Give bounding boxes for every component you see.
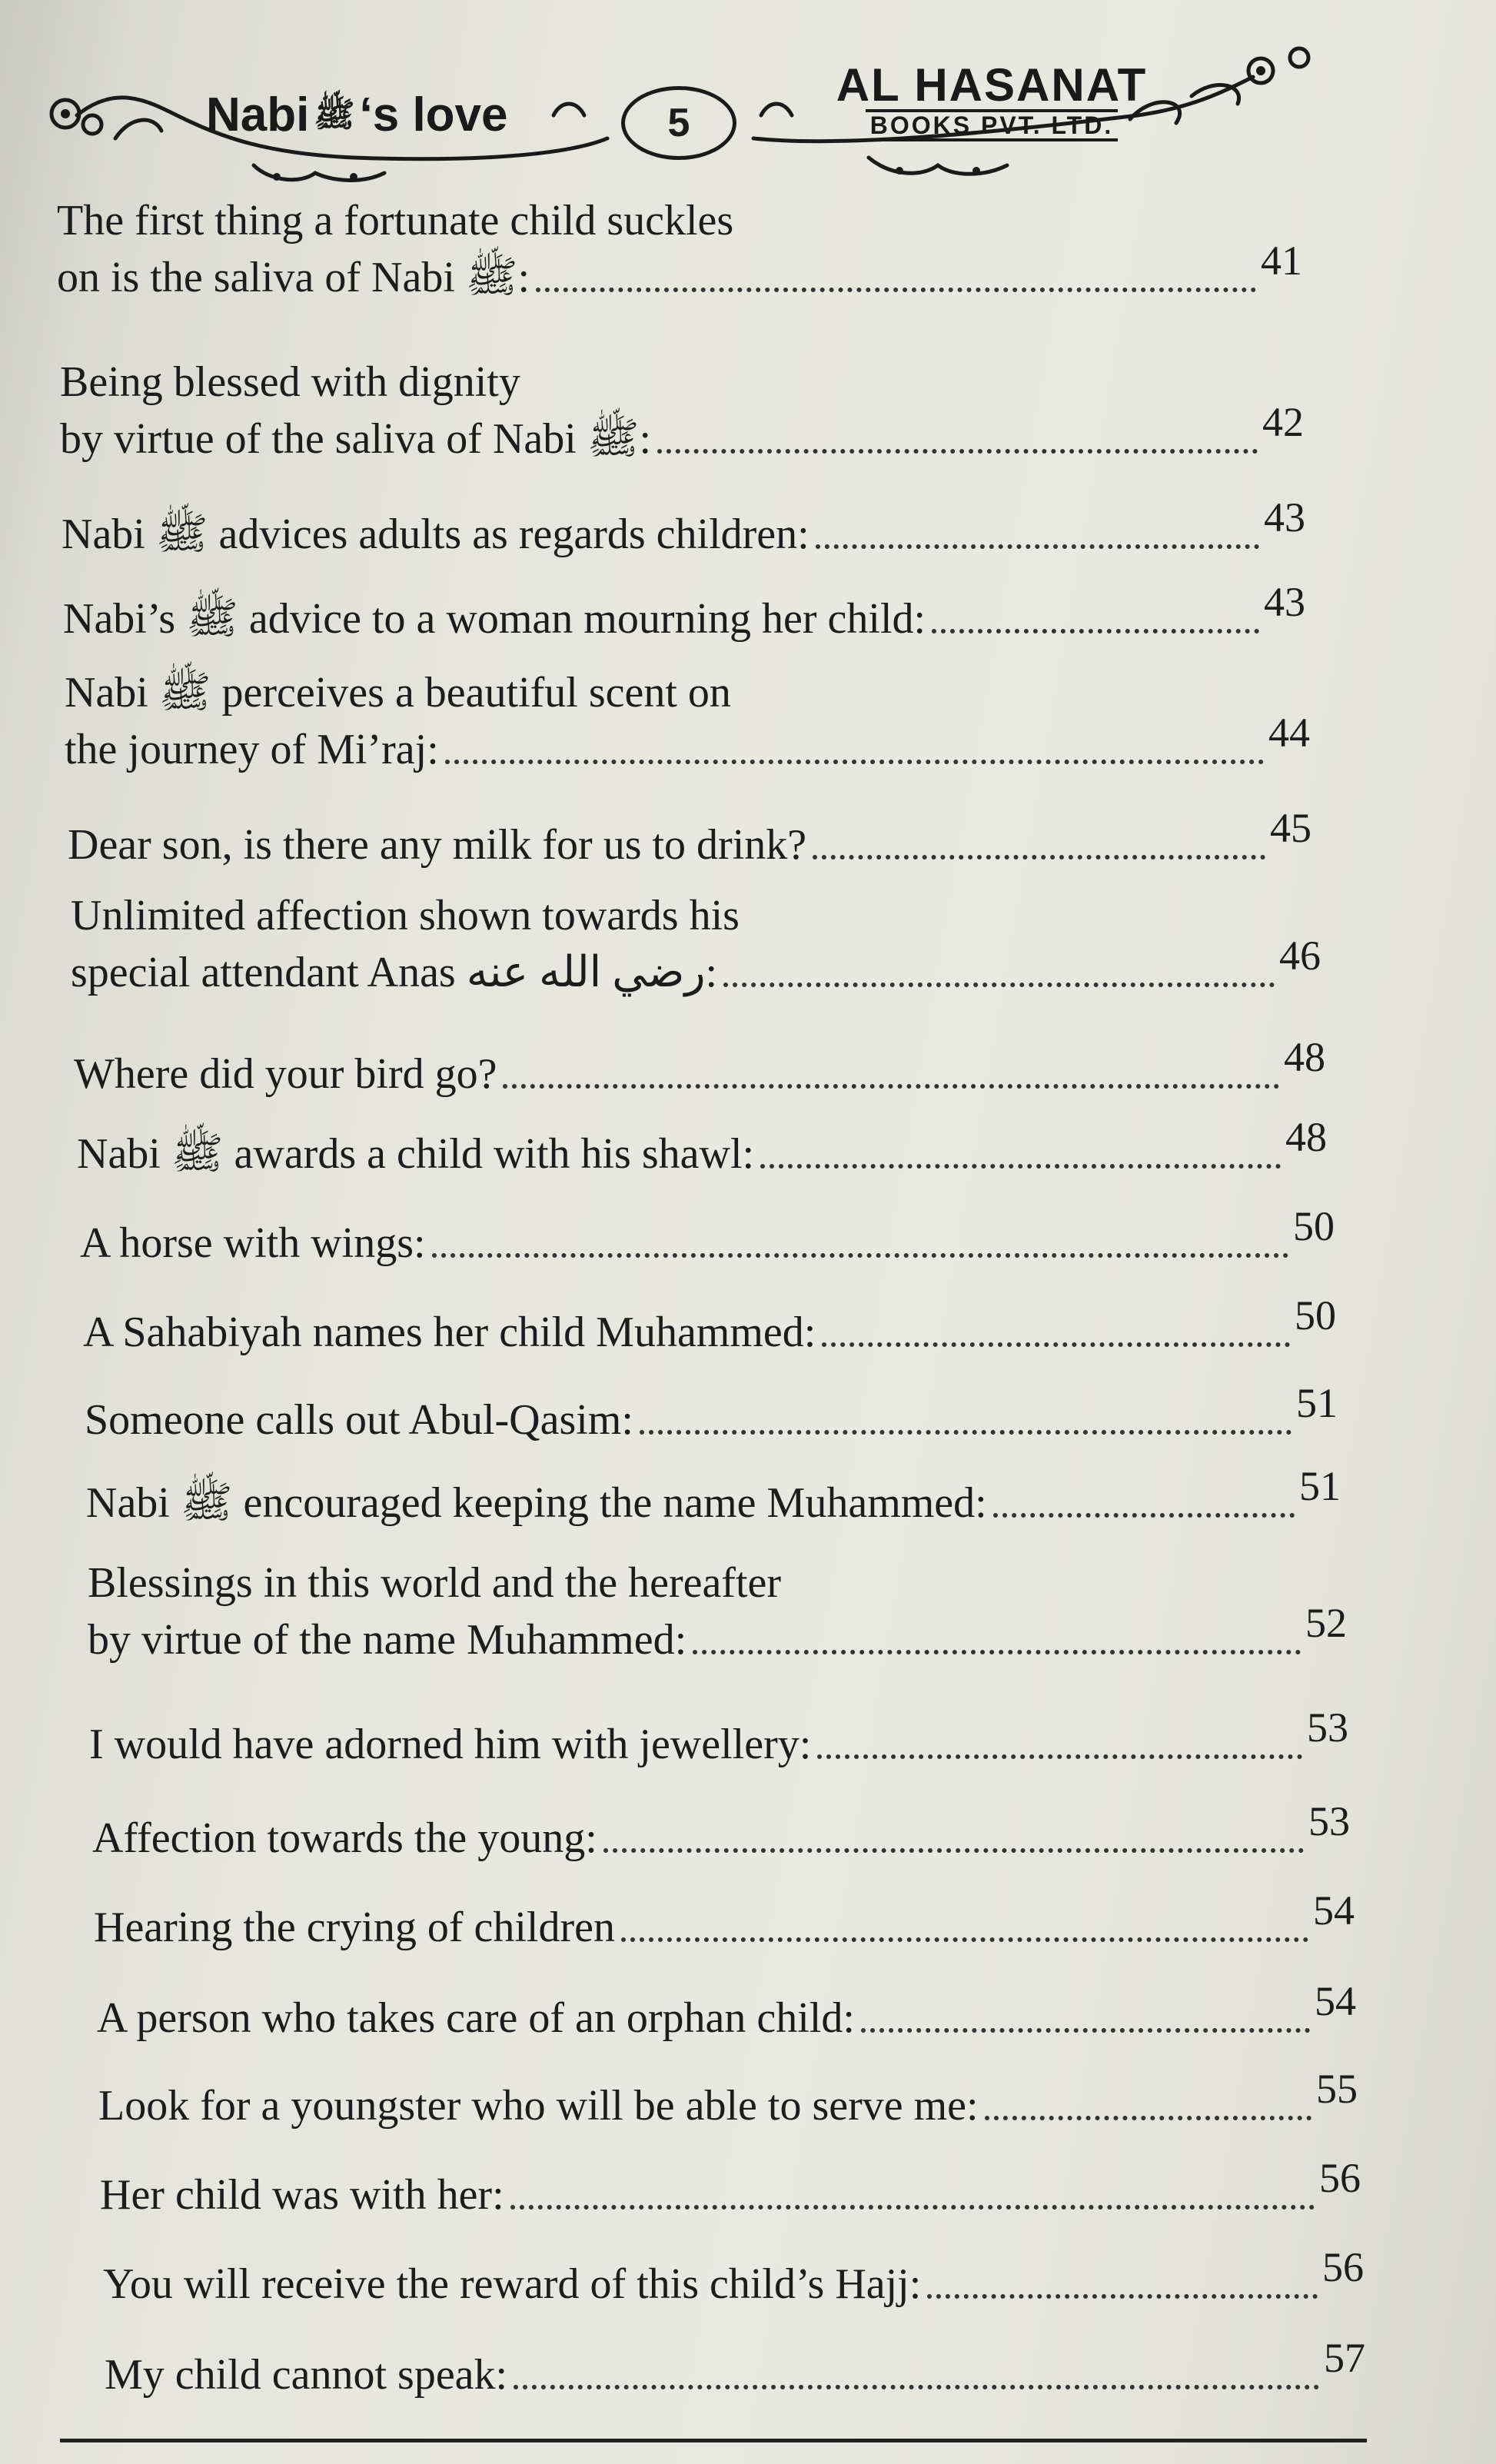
- toc-page-number: 54: [1315, 1978, 1356, 2024]
- toc-entry-title: on is the saliva of Nabi ﷺ:: [57, 254, 530, 301]
- dot-leader: [510, 2205, 1315, 2210]
- toc-entry: [60, 354, 1304, 467]
- toc-entry: [88, 1555, 1347, 1668]
- toc-entry-title: Affection towards the young:: [92, 1814, 597, 1862]
- toc-entry-title: by virtue of the name Muhammed:: [88, 1616, 687, 1664]
- toc-page-number: 56: [1322, 2244, 1364, 2290]
- dot-leader: [932, 629, 1259, 633]
- toc-entry: [98, 2066, 1358, 2134]
- toc-entry-title: special attendant Anas رضي الله عنه:: [71, 949, 718, 996]
- dot-leader: [445, 760, 1264, 764]
- toc-entry-title: by virtue of the saliva of Nabi ﷺ:: [60, 415, 652, 463]
- toc-entry-title: Nabi ﷺ awards a child with his shawl:: [77, 1130, 755, 1178]
- toc-entry-title: Nabi ﷺ encouraged keeping the name Muhammed:: [86, 1479, 987, 1527]
- toc-entry: [100, 2155, 1361, 2223]
- toc-entry-title-line1: The first thing a fortunate child suckles: [57, 197, 734, 244]
- title-prefix: Nabi: [206, 88, 310, 141]
- toc-entry: [94, 1887, 1355, 1956]
- dot-leader: [985, 2116, 1311, 2120]
- toc-entry: [65, 664, 1310, 778]
- toc-entry-title: My child cannot speak:: [105, 2351, 508, 2399]
- toc-entry-title: Hearing the crying of children: [94, 1904, 615, 1951]
- dot-leader: [603, 1848, 1304, 1853]
- toc-entry-title: Nabi ﷺ advices adults as regards children:: [62, 510, 810, 558]
- toc-page-number: 52: [1305, 1600, 1347, 1646]
- toc-page-number: 53: [1307, 1704, 1348, 1751]
- toc-entry-title: Her child was with her:: [100, 2171, 504, 2219]
- page-number: 5: [621, 86, 736, 160]
- dot-leader: [760, 1164, 1281, 1169]
- toc-entry-title: You will receive the reward of this child’s Hajj:: [103, 2260, 922, 2308]
- toc-page-number: 44: [1268, 710, 1310, 756]
- toc-entry: [57, 192, 1302, 306]
- toc-page-number: 42: [1262, 399, 1304, 445]
- dot-leader: [822, 1342, 1290, 1347]
- toc-page-number: 54: [1313, 1887, 1355, 1934]
- toc-page-number: 48: [1284, 1034, 1325, 1080]
- toc-entry: [77, 1114, 1327, 1182]
- toc-entry: [92, 1798, 1350, 1867]
- toc-entry-title: Look for a youngster who will be able to serve me:: [98, 2082, 979, 2130]
- toc-entry: [89, 1704, 1348, 1773]
- toc-entry-title: I would have adorned him with jewellery:: [89, 1721, 812, 1768]
- toc-entry-title-line1: Unlimited affection shown towards his: [71, 892, 740, 939]
- toc-entry: [103, 2244, 1364, 2313]
- title-suffix: ‘s love: [359, 88, 508, 141]
- toc-page-number: 48: [1285, 1114, 1327, 1160]
- toc-page-number: 50: [1295, 1292, 1336, 1338]
- toc-entry-title: Nabi’s ﷺ advice to a woman mourning her child:: [63, 595, 926, 643]
- dot-leader: [861, 2028, 1310, 2033]
- toc-page-number: 55: [1316, 2066, 1358, 2112]
- toc-entry: [62, 494, 1305, 563]
- toc-entry-title-line1: Being blessed with dignity: [60, 358, 520, 406]
- toc-entry: [74, 1034, 1325, 1102]
- dot-leader: [723, 983, 1275, 987]
- toc-page-number: 51: [1299, 1463, 1341, 1509]
- dot-leader: [993, 1513, 1295, 1518]
- dot-leader: [817, 1754, 1302, 1759]
- publisher-name: AL HASANAT: [836, 59, 1148, 111]
- toc-page-number: 45: [1270, 805, 1311, 851]
- toc-entry-title: A horse with wings:: [80, 1219, 426, 1267]
- publisher-subname: BOOKS PVT. LTD.: [866, 109, 1118, 141]
- toc-entry-title: Dear son, is there any milk for us to drink?: [68, 821, 807, 869]
- toc-entry-title: A person who takes care of an orphan child:: [97, 1994, 855, 2042]
- dot-leader: [640, 1430, 1292, 1435]
- toc-entry-title-line1: Nabi ﷺ perceives a beautiful scent on: [65, 669, 731, 717]
- toc-entry-title: Where did your bird go?: [74, 1050, 497, 1098]
- dot-leader: [693, 1650, 1301, 1654]
- toc-entry: [86, 1463, 1341, 1531]
- bottom-divider: [60, 2439, 1367, 2442]
- toc-entry-title-line1: Blessings in this world and the hereafter: [88, 1559, 782, 1607]
- dot-leader: [432, 1253, 1288, 1258]
- salutation-seal-icon: ﷺ: [314, 95, 355, 134]
- toc-entry: [80, 1203, 1335, 1272]
- toc-entry-title: Someone calls out Abul-Qasim:: [85, 1396, 633, 1444]
- toc-page-number: 57: [1324, 2335, 1365, 2381]
- toc-page-number: 51: [1296, 1380, 1338, 1426]
- toc-entry: [63, 579, 1305, 647]
- toc-entry: [105, 2335, 1365, 2403]
- dot-leader: [503, 1084, 1279, 1089]
- toc-page-number: 50: [1293, 1203, 1335, 1249]
- dot-leader: [621, 1937, 1308, 1942]
- toc-page-number: 56: [1319, 2155, 1361, 2201]
- toc-page-number: 53: [1308, 1798, 1350, 1844]
- toc-entry-title: A Sahabiyah names her child Muhammed:: [83, 1308, 816, 1356]
- toc-page-number: 46: [1279, 933, 1321, 979]
- toc-page-number: 43: [1264, 579, 1305, 625]
- dot-leader: [813, 855, 1265, 860]
- dot-leader: [927, 2294, 1318, 2299]
- dot-leader: [657, 449, 1258, 454]
- toc-entry: [83, 1292, 1336, 1361]
- dot-leader: [536, 288, 1256, 292]
- toc-page-number: 43: [1264, 494, 1305, 540]
- dot-leader: [816, 544, 1259, 549]
- toc-entry-title: the journey of Mi’raj:: [65, 726, 439, 773]
- toc-entry: [97, 1978, 1356, 2047]
- toc-entry: [68, 805, 1311, 873]
- dot-leader: [514, 2385, 1319, 2389]
- toc-entry: [71, 887, 1321, 1001]
- toc-page-number: 41: [1261, 238, 1302, 284]
- toc-entry: [85, 1380, 1338, 1448]
